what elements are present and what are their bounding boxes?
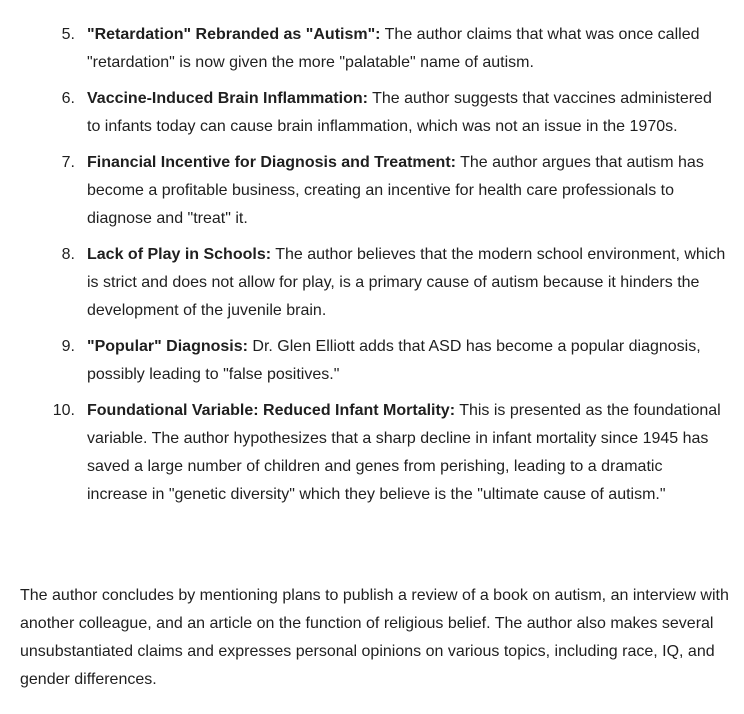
list-item-number: 5. — [61, 26, 75, 43]
list-item — [0, 21, 744, 77]
list-item-title: Lack of Play in Schools: — [87, 246, 272, 263]
list-item — [0, 333, 744, 389]
list-item — [0, 85, 744, 141]
list-item-text: The author argues that autism has become a profitable business, creating an incentive for health care professionals to diagnose and "treat" it. — [87, 154, 704, 227]
list-item-text: The author believes that the modern school environment, which is strict and does not allow for play, is a primary cause of autism because it hinders the development of the juvenile brain. — [87, 246, 726, 319]
list-item-text: This is presented as the foundational variable. The author hypothesizes that a sharp decline in infant mortality since 1945 has saved a large number of children and genes from perishing, leading to a dramatic increase in "genetic diversity" which they believe is the "ultimate cause of autism." — [87, 402, 721, 503]
list-item — [0, 397, 744, 509]
list-item-number: 8. — [61, 246, 75, 263]
list-item-number: 7. — [61, 154, 75, 171]
list-item-title: Financial Incentive for Diagnosis and Treatment: — [87, 154, 456, 171]
list-item — [0, 149, 744, 233]
list-item-text: Dr. Glen Elliott adds that ASD has become a popular diagnosis, possibly leading to "false positives." — [87, 338, 701, 383]
list-item-number: 9. — [61, 338, 75, 355]
list-item-title: Foundational Variable: Reduced Infant Mortality: — [87, 402, 456, 419]
list-item — [0, 241, 744, 325]
list-item-text: The author claims that what was once called "retardation" is now given the more "palatable" name of autism. — [87, 26, 700, 71]
list-item-number: 10. — [52, 402, 75, 419]
list-item-title: Vaccine-Induced Brain Inflammation: — [87, 90, 368, 107]
list-item-number: 6. — [61, 90, 75, 107]
numbered-list — [0, 21, 744, 517]
conclusion-paragraph: The author concludes by mentioning plans to publish a review of a book on autism, an interview with another colleague, and an article on the function of religious belief. The author also makes several unsubstantiated claims and expresses personal opinions on various topics, including race, IQ, and gender differences. — [20, 587, 729, 688]
list-item-title: "Popular" Diagnosis: — [87, 338, 248, 355]
list-item-text: The author suggests that vaccines administered to infants today can cause brain inflammation, which was not an issue in the 1970s. — [87, 90, 712, 135]
list-item-title: "Retardation" Rebranded as "Autism": — [87, 26, 381, 43]
